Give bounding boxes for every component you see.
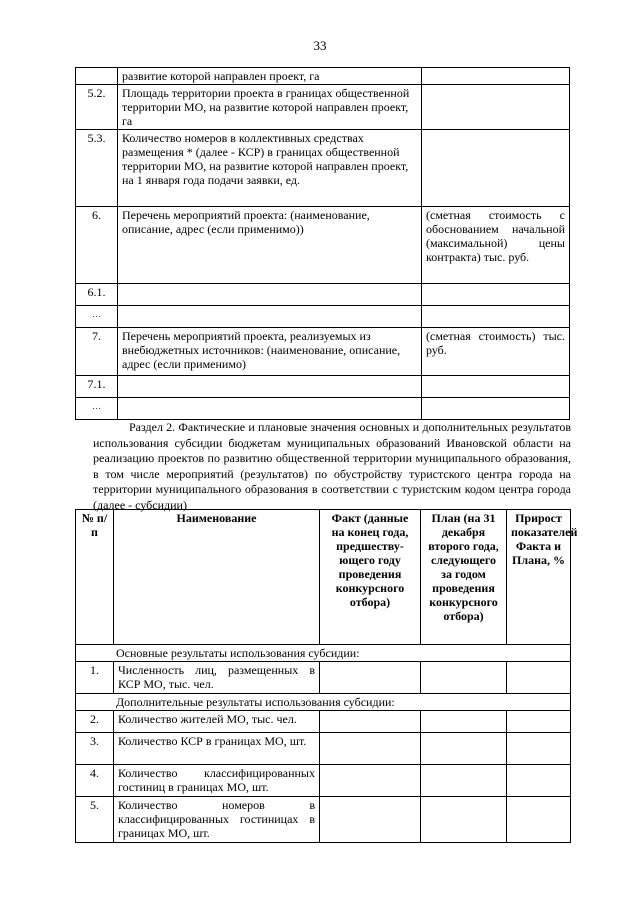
table-row <box>76 733 571 765</box>
plan-cell <box>421 711 507 733</box>
row-description: Площадь территории проекта в границах общественной территории МО, на развитие которой направлен проект, га <box>118 85 422 130</box>
table-row <box>76 711 571 733</box>
page-number: 33 <box>313 38 327 53</box>
row-number: … <box>76 306 118 328</box>
table-row <box>76 328 570 376</box>
row-name: Количество жителей МО, тыс. чел. <box>114 711 320 733</box>
table-row <box>76 207 570 284</box>
row-number: 2. <box>76 711 114 733</box>
row-number: 6.1. <box>76 284 118 306</box>
project-parameters-table <box>75 67 570 420</box>
row-value <box>422 306 570 328</box>
section-row <box>76 645 571 662</box>
row-value <box>422 130 570 207</box>
table-row <box>76 398 570 420</box>
growth-cell <box>507 733 571 765</box>
table-row <box>76 85 570 130</box>
row-name: Численность лиц, размещенных в КСР МО, тыс. чел. <box>114 662 320 694</box>
fact-cell <box>320 733 421 765</box>
section-row <box>76 694 571 711</box>
row-number: 5.2. <box>76 85 118 130</box>
row-description <box>118 284 422 306</box>
row-number: 7. <box>76 328 118 376</box>
row-number: 4. <box>76 765 114 797</box>
row-value <box>422 398 570 420</box>
row-number: 5.3. <box>76 130 118 207</box>
main-results-label: Основные результаты использования субсидии: <box>76 645 571 662</box>
row-description: Количество номеров в коллективных средствах размещения * (далее - КСР) в границах общественной территории МО, на развитие которой направлен проект, на 1 января года подачи заявки, ед. <box>118 130 422 207</box>
row-number: 5. <box>76 797 114 843</box>
row-value <box>422 376 570 398</box>
plan-cell <box>421 662 507 694</box>
header-plan: План (на 31 декабря второго года, следующего за годом проведения конкурсного отбора) <box>421 510 507 645</box>
table-header-row <box>76 510 571 645</box>
row-number: 7.1. <box>76 376 118 398</box>
plan-cell <box>421 733 507 765</box>
plan-cell <box>421 797 507 843</box>
row-description <box>118 398 422 420</box>
header-fact: Факт (данные на конец года, предшеству-ющего году проведения конкурсного отбора) <box>320 510 421 645</box>
row-number: 1. <box>76 662 114 694</box>
section-2-heading: Раздел 2. Фактические и плановые значения основных и дополнительных результатов использования субсидии бюджетам муниципальных образований Ивановской области на реализацию проектов по развитию общественной территории муниципального образования, в том числе мероприятий (результатов) по обустройству туристского центра города на территории муниципального образования в соответствии с туристским кодом центра города (далее - субсидии) <box>93 420 571 512</box>
table-row <box>76 284 570 306</box>
row-number: 3. <box>76 733 114 765</box>
table-row <box>76 765 571 797</box>
table-row <box>76 68 570 85</box>
row-value <box>422 68 570 85</box>
header-name: Наименование <box>114 510 320 645</box>
row-value: (сметная стоимость) тыс. руб. <box>422 328 570 376</box>
fact-cell <box>320 711 421 733</box>
additional-results-label: Дополнительные результаты использования субсидии: <box>76 694 571 711</box>
table-row <box>76 306 570 328</box>
fact-cell <box>320 765 421 797</box>
fact-cell <box>320 797 421 843</box>
header-growth: Прирост показателей Факта и Плана, % <box>507 510 571 645</box>
table-row <box>76 662 571 694</box>
subsidy-results-table <box>75 509 578 843</box>
plan-cell <box>421 765 507 797</box>
row-description: Перечень мероприятий проекта, реализуемых из внебюджетных источников: (наименование, описание, адрес (если применимо) <box>118 328 422 376</box>
row-description: развитие которой направлен проект, га <box>118 68 422 85</box>
growth-cell <box>507 711 571 733</box>
header-number: № п/п <box>76 510 114 645</box>
table-row <box>76 130 570 207</box>
fact-cell <box>320 662 421 694</box>
growth-cell <box>507 662 571 694</box>
growth-cell <box>507 797 571 843</box>
row-number: 6. <box>76 207 118 284</box>
row-description <box>118 306 422 328</box>
row-value <box>422 85 570 130</box>
row-name: Количество КСР в границах МО, шт. <box>114 733 320 765</box>
row-value: (сметная стоимость с обоснованием начальной (максимальной) цены контракта) тыс. руб. <box>422 207 570 284</box>
table-row <box>76 376 570 398</box>
row-number <box>76 68 118 85</box>
table-row <box>76 797 571 843</box>
row-name: Количество номеров в классифицированных гостиницах в границах МО, шт. <box>114 797 320 843</box>
row-number: … <box>76 398 118 420</box>
row-description: Перечень мероприятий проекта: (наименование, описание, адрес (если применимо)) <box>118 207 422 284</box>
row-value <box>422 284 570 306</box>
row-name: Количество классифицированных гостиниц в границах МО, шт. <box>114 765 320 797</box>
growth-cell <box>507 765 571 797</box>
row-description <box>118 376 422 398</box>
